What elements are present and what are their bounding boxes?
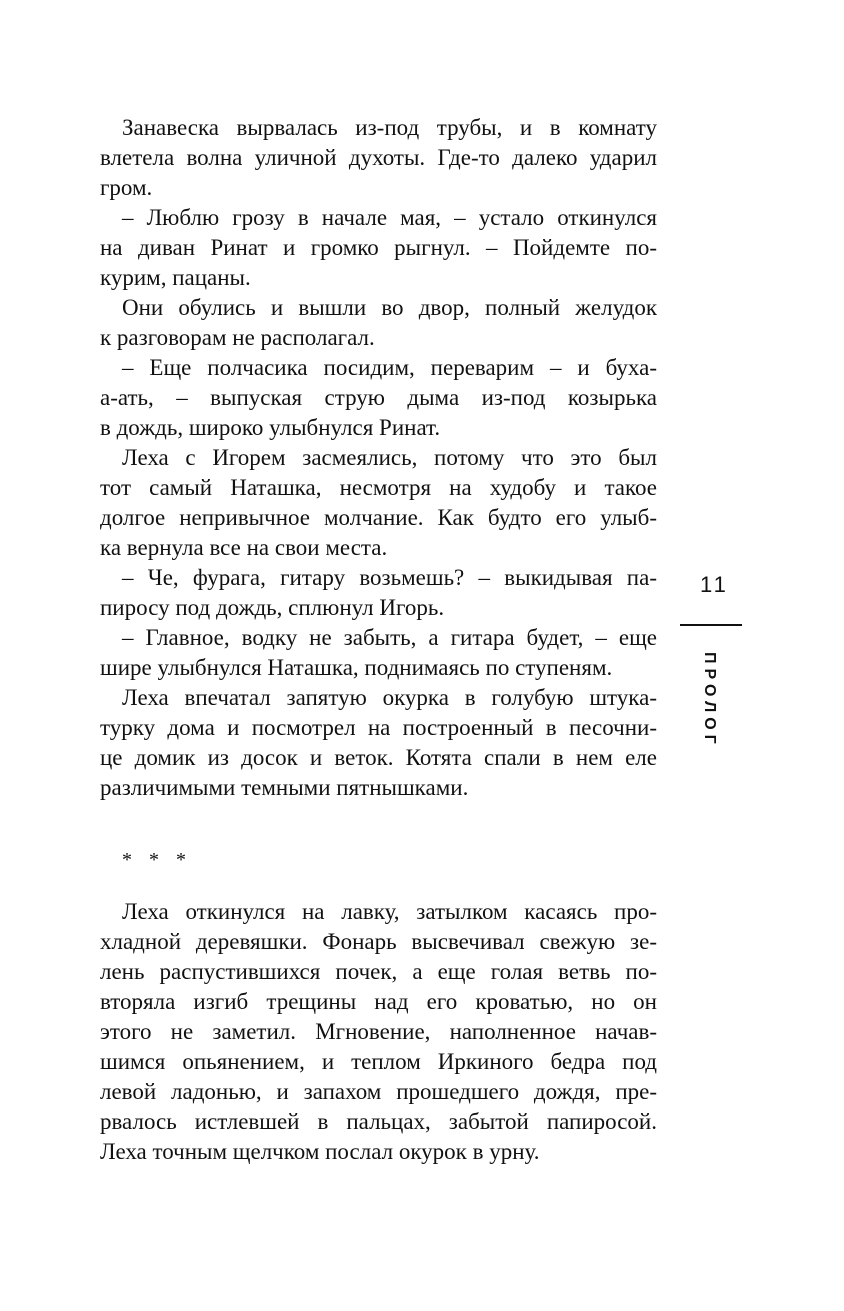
text-line: тот самый Наташка, несмотря на худобу и такое bbox=[100, 475, 657, 500]
text-line: Они обулись и вышли во двор, полный желудок bbox=[122, 295, 657, 320]
text-line: це домик из досок и веток. Котята спали в нем еле bbox=[100, 745, 657, 770]
text-line: – Еще полчасика посидим, переварим – и буха- bbox=[122, 355, 657, 380]
text-line: лень распустившихся почек, а еще голая ветвь по- bbox=[100, 959, 657, 984]
text-line: Леха точным щелчком послал окурок в урну. bbox=[100, 1139, 540, 1164]
paragraph bbox=[100, 623, 657, 683]
text-line: – Главное, водку не забыть, а гитара будет, – еще bbox=[122, 625, 657, 650]
text-line: шире улыбнулся Наташка, поднимаясь по ступеням. bbox=[100, 655, 613, 680]
text-line: левой ладонью, и запахом прошедшего дождя, пре- bbox=[100, 1079, 657, 1104]
text-line: этого не заметил. Мгновение, наполненное начав- bbox=[100, 1019, 657, 1044]
text-line: рвалось истлевшей в пальцах, забытой папиросой. bbox=[100, 1109, 657, 1134]
section-separator: * * * bbox=[122, 849, 192, 871]
text-section-2 bbox=[100, 897, 657, 1167]
text-line: пиросу под дождь, сплюнул Игорь. bbox=[100, 595, 445, 620]
text-line: ка вернула все на свои места. bbox=[100, 535, 388, 560]
text-line: вторяла изгиб трещины над его кроватью, но он bbox=[100, 989, 657, 1014]
text-line: курим, пацаны. bbox=[100, 265, 251, 290]
text-line: турку дома и посмотрел на построенный в песочни- bbox=[100, 715, 657, 740]
paragraph bbox=[100, 563, 657, 623]
text-line: Леха впечатал запятую окурка в голубую штука- bbox=[122, 685, 657, 710]
text-line: долгое непривычное молчание. Как будто его улыб- bbox=[100, 505, 657, 530]
text-line: гром. bbox=[100, 175, 153, 200]
text-line: влетела волна уличной духоты. Где-то далеко ударил bbox=[100, 145, 657, 170]
paragraph bbox=[100, 683, 657, 803]
text-line: а-ать, – выпуская струю дыма из-под козырька bbox=[100, 385, 657, 410]
text-line: – Люблю грозу в начале мая, – устало откинулся bbox=[122, 205, 657, 230]
paragraph bbox=[100, 443, 657, 563]
page-number: 11 bbox=[700, 572, 729, 597]
paragraph bbox=[100, 897, 657, 1167]
text-line: Леха откинулся на лавку, затылком касаясь про- bbox=[122, 899, 657, 924]
text-line: различимыми темными пятнышками. bbox=[100, 775, 469, 800]
paragraph bbox=[100, 353, 657, 443]
text-line: Занавеска вырвалась из-под трубы, и в комнату bbox=[122, 115, 657, 140]
margin-rule bbox=[680, 624, 742, 626]
text-line: хладной деревяшки. Фонарь высвечивал свежую зе- bbox=[100, 929, 657, 954]
paragraph bbox=[100, 113, 657, 203]
text-line: шимся опьянением, и теплом Иркиного бедра под bbox=[100, 1049, 657, 1074]
text-line: к разговорам не располагал. bbox=[100, 325, 375, 350]
paragraph bbox=[100, 293, 657, 353]
text-line: Леха с Игорем засмеялись, потому что это был bbox=[122, 445, 657, 470]
text-line: в дождь, широко улыбнулся Ринат. bbox=[100, 415, 441, 440]
text-line: – Че, фурага, гитару возьмешь? – выкидывая па- bbox=[122, 565, 657, 590]
text-line: на диван Ринат и громко рыгнул. – Пойдемте по- bbox=[100, 235, 657, 260]
text-section-1 bbox=[100, 113, 657, 803]
paragraph bbox=[100, 203, 657, 293]
chapter-running-head: ПРОЛОГ bbox=[701, 652, 718, 749]
